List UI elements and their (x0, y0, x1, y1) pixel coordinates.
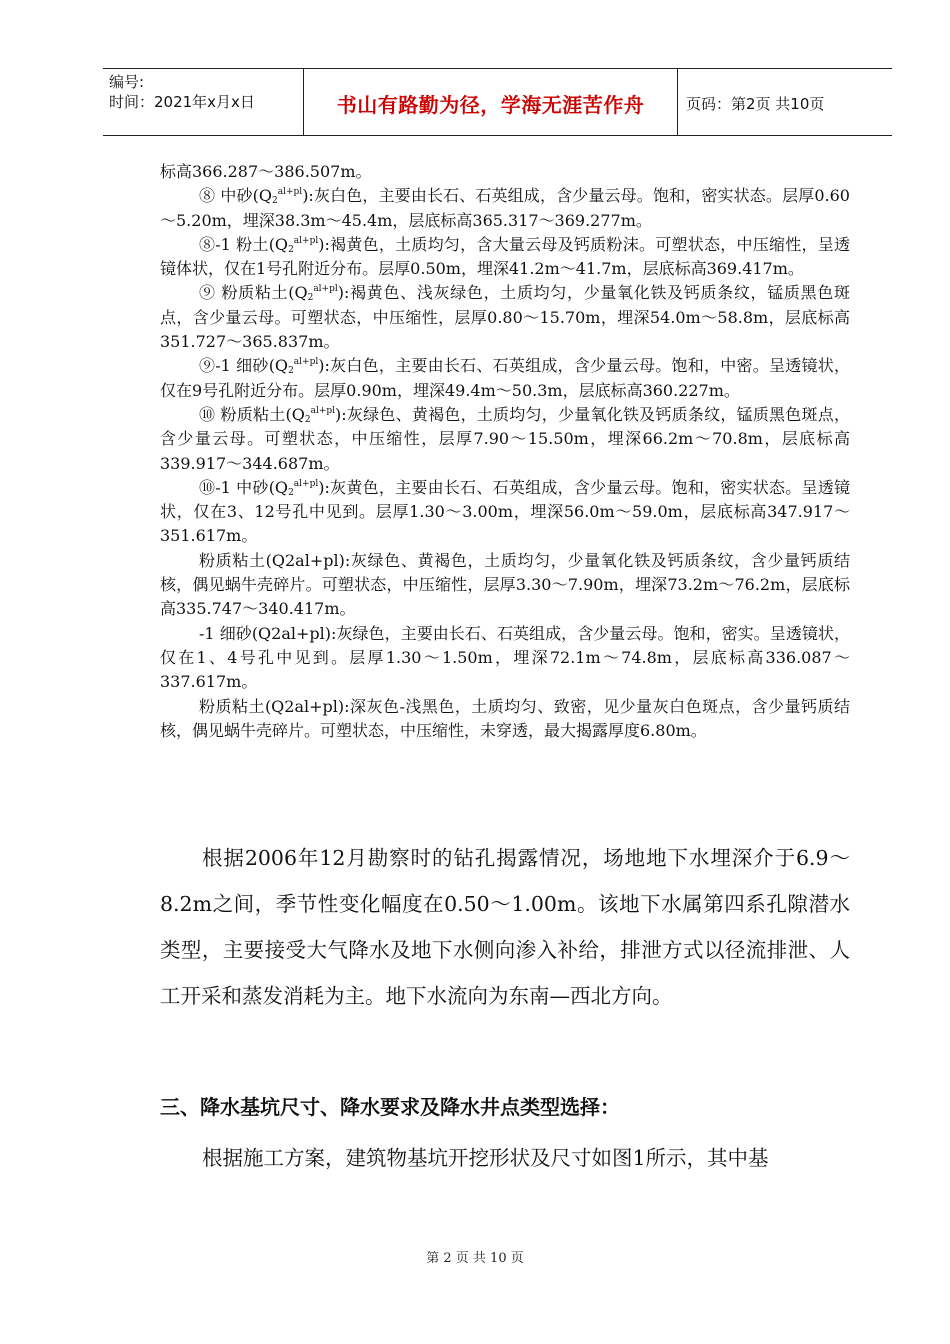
header-page-info: 页码：第2页 共10页 (686, 95, 825, 113)
layer-10-silty-clay: ⑩ 粉质粘土$(Q_2^{al+pl})$:灰绿色、黄褐色，土质均匀，少量氧化铁及钙质条纹，锰质黑色斑点，含少量云母。可塑状态，中压缩性，层厚7.90～15.50m，埋深66.2m～70.8m，层底标高339.917～344.687m。 (160, 404, 850, 473)
layer-11-silty-clay: 粉质粘土(Q2al+pl):灰绿色、黄褐色，土质均匀，少量氧化铁及钙质条纹，含少量钙质结核，偶见蜗牛壳碎片。可塑状态，中压缩性，层厚3.30～7.90m，埋深73.2m～76.2m，层底标高335.747～340.417m。 (160, 550, 850, 619)
header-meta (109, 72, 255, 112)
document-number-label: 编号: (109, 73, 145, 91)
section-paragraph: 根据施工方案，建筑物基坑开挖形状及尺寸如图1所示，其中基 (202, 1146, 769, 1170)
section-heading: 三、降水基坑尺寸、降水要求及降水井点类型选择： (160, 1095, 620, 1119)
header-motto: 书山有路勤为径，学海无涯苦作舟 (336, 93, 645, 117)
layer-8-1-silt: ⑧-1 粉土$(Q_2^{al+pl})$:褐黄色，土质均匀，含大量云母及钙质粉沫。可塑状态，中压缩性，呈透镜体状，仅在1号孔附近分布。层厚0.50m，埋深41.2m～41.7m，层底标高369.417m。 (160, 234, 850, 279)
section-body (160, 1135, 850, 1181)
page-footer: 第 2 页 共 10 页 (426, 1251, 524, 1266)
soil-layer-descriptions (160, 160, 850, 743)
layer-10-1-medium-sand: ⑩-1 中砂$(Q_2^{al+pl})$:灰黄色，主要由长石、石英组成，含少量云母。饱和，密实状态。呈透镜状，仅在3、12号孔中见到。层厚1.30～3.00m，埋深56.0m～59.0m，层底标高347.917～351.617m。 (160, 477, 850, 546)
document-date: 时间：2021年x月x日 (109, 93, 255, 111)
layer-8-medium-sand: ⑧ 中砂$(Q_2^{al+pl})$:灰白色，主要由长石、石英组成，含少量云母。饱和，密实状态。层厚0.60～5.20m，埋深38.3m～45.4m，层底标高365.317～369.277m。 (160, 186, 850, 230)
page-header (103, 68, 892, 136)
layer-12-silty-clay: 粉质粘土(Q2al+pl):深灰色-浅黑色，土质均匀、致密，见少量灰白色斑点，含少量钙质结核，偶见蜗牛壳碎片。可塑状态，中压缩性，未穿透，最大揭露厚度6.80m。 (160, 696, 850, 740)
layer-9-silty-clay: ⑨ 粉质粘土$(Q_2^{al+pl})$:褐黄色、浅灰绿色，土质均匀，少量氧化铁及钙质条纹，锰质黑色斑点，含少量云母。可塑状态，中压缩性，层厚0.80～15.70m，埋深54.0m～58.8m，层底标高351.727～365.837m。 (160, 283, 850, 352)
groundwater-section (160, 835, 850, 1019)
layer-continuation: 标高366.287～386.507m。 (160, 162, 372, 181)
layer-9-1-fine-sand: ⑨-1 细砂$(Q_2^{al+pl})$:灰白色，主要由长石、石英组成，含少量云母。饱和，中密。呈透镜状，仅在9号孔附近分布。层厚0.90m，埋深49.4m～50.3m，层底标高360.227m。 (160, 356, 850, 400)
header-divider-right (677, 69, 678, 135)
layer-11-1-fine-sand: -1 细砂(Q2al+pl):灰绿色，主要由长石、石英组成，含少量云母。饱和，密实。呈透镜状，仅在1、4号孔中见到。层厚1.30～1.50m，埋深72.1m～74.8m，层底标高336.087～337.617m。 (160, 623, 850, 692)
groundwater-paragraph: 根据2006年12月勘察时的钻孔揭露情况，场地地下水埋深介于6.9～8.2m之间，季节性变化幅度在0.50～1.00m。该地下水属第四系孔隙潜水类型，主要接受大气降水及地下水侧向渗入补给，排泄方式以径流排泄、人工开采和蒸发消耗为主。地下水流向为东南—西北方向。 (160, 846, 850, 1008)
